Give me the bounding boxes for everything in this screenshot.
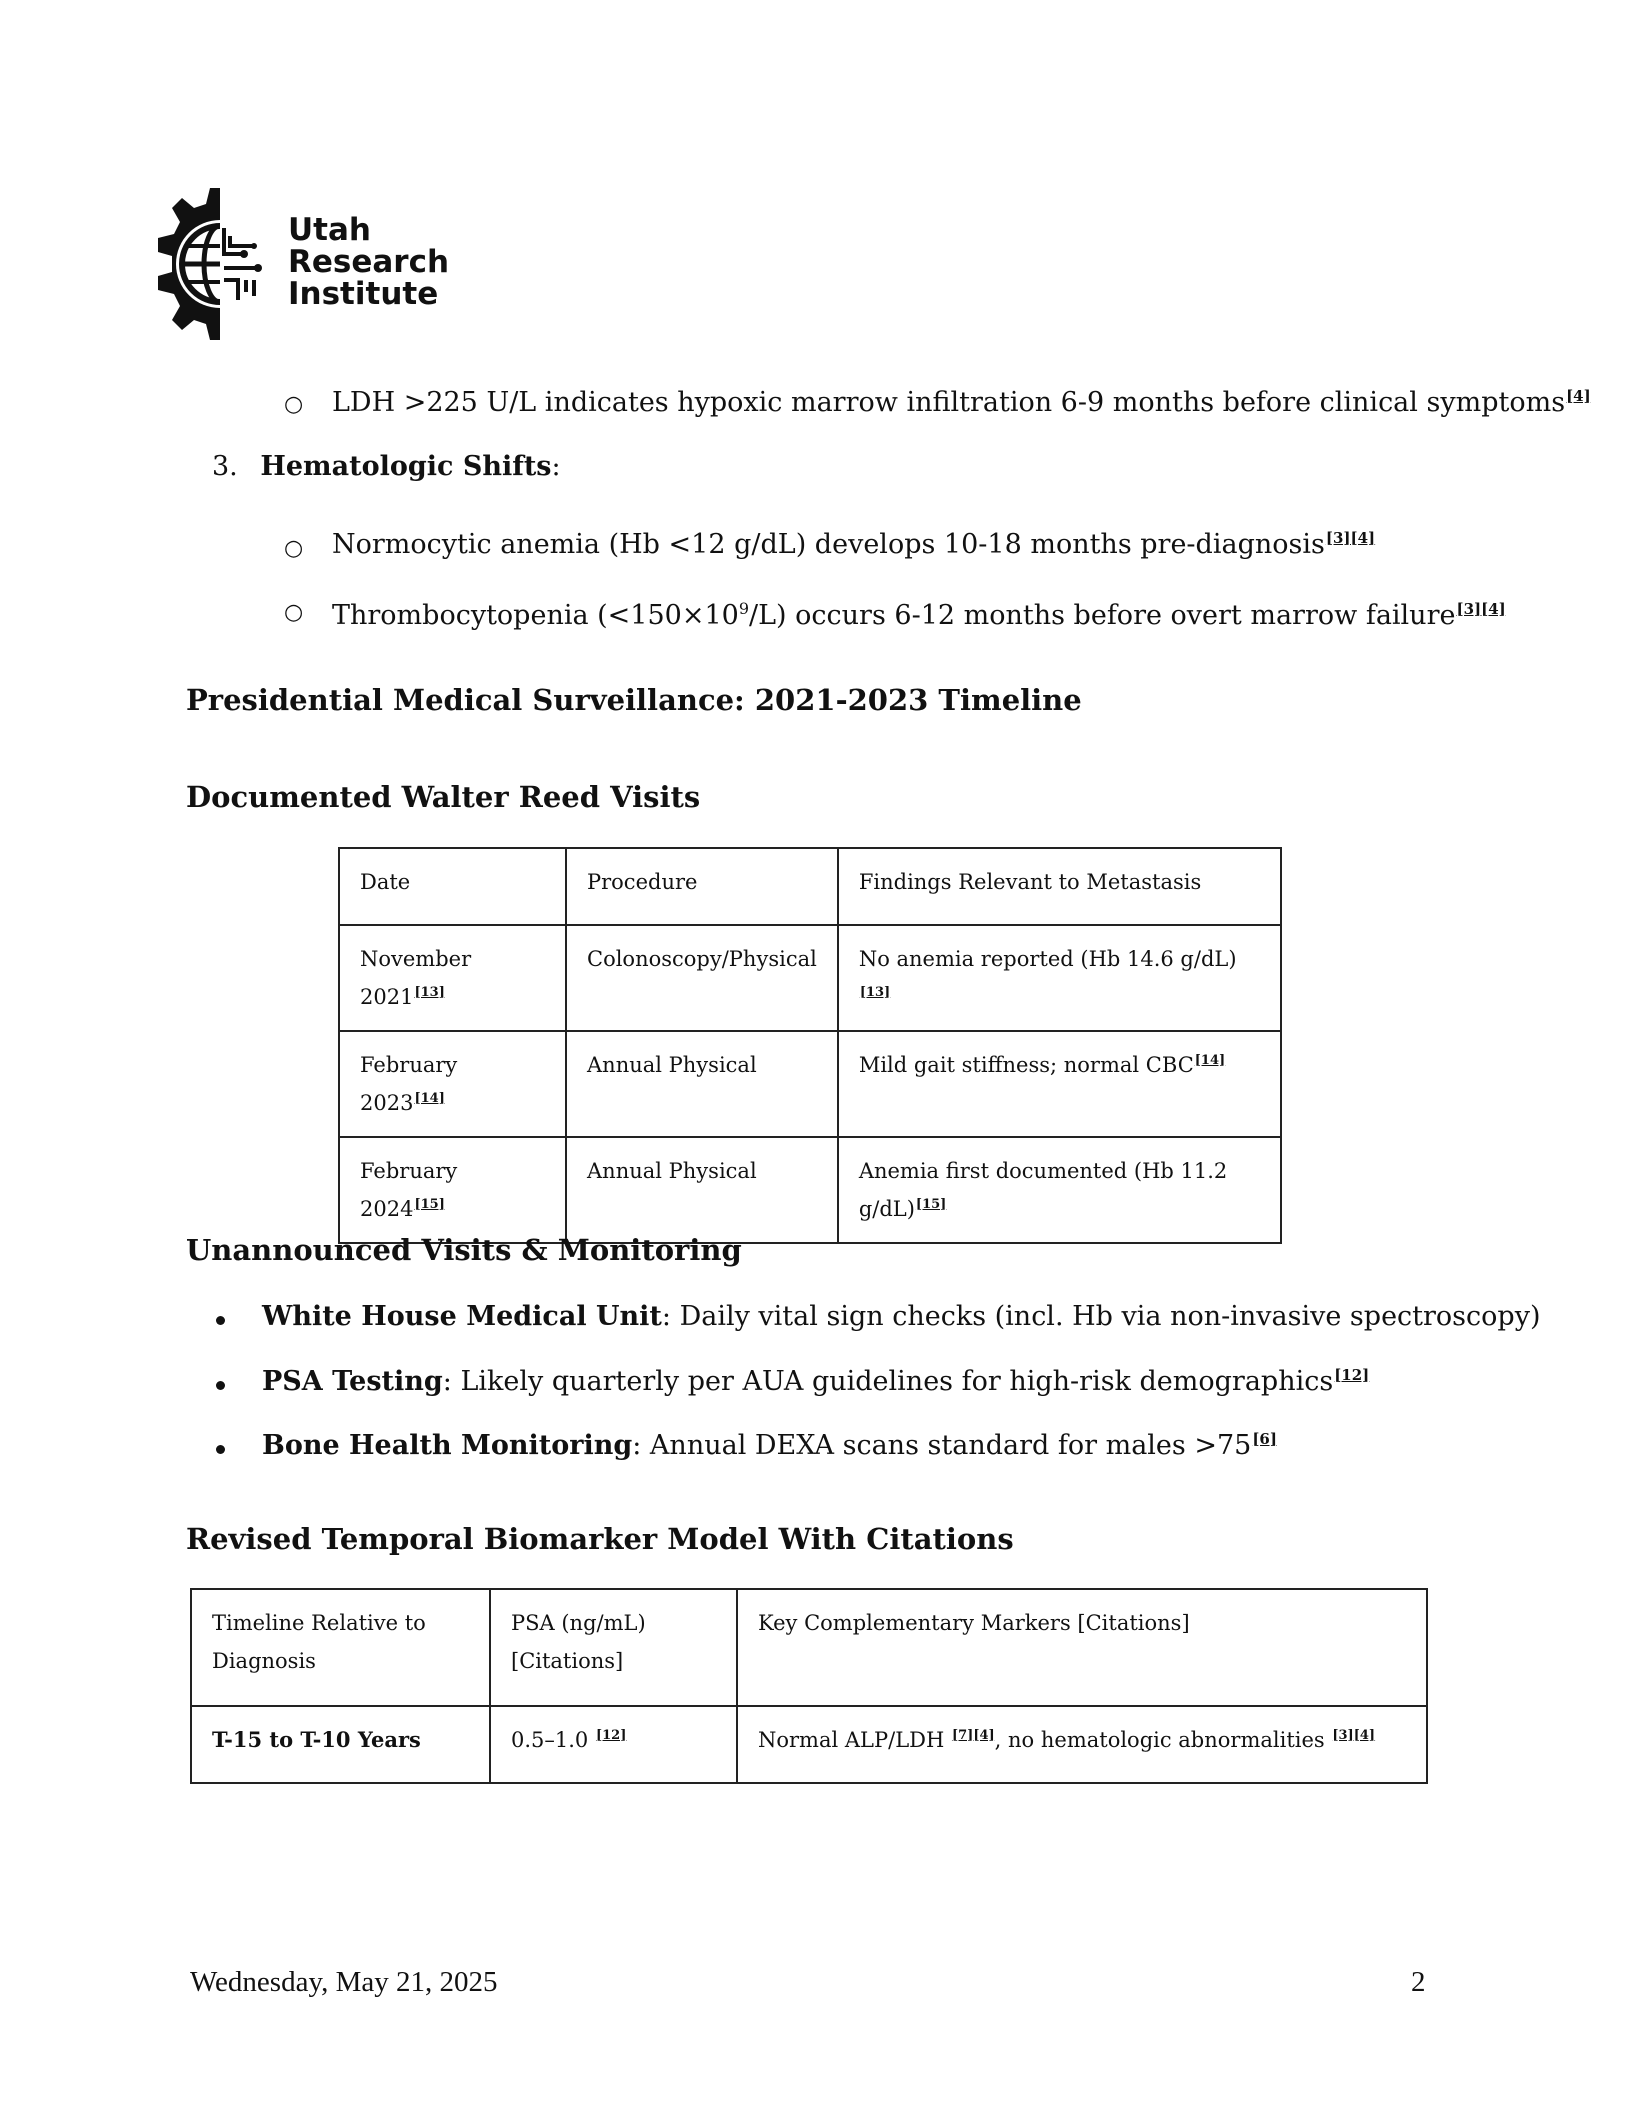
table-header-row: [191, 1589, 1427, 1706]
exponent: 9: [738, 599, 750, 618]
citation-link[interactable]: [13]: [414, 985, 445, 1000]
cell-procedure: Annual Physical: [566, 1137, 838, 1243]
citation-link[interactable]: [13]: [859, 985, 891, 1000]
citation-link[interactable]: [3][4]: [1332, 1728, 1376, 1743]
citation-link[interactable]: [12]: [595, 1728, 627, 1743]
monitor-text: : Daily vital sign checks (incl. Hb via non-invasive spectroscopy): [661, 1301, 1541, 1332]
citation-link[interactable]: [14]: [414, 1091, 445, 1106]
bullet-dot-icon: [216, 1445, 225, 1454]
institute-logo: [158, 184, 458, 344]
heading-walter-reed: Documented Walter Reed Visits: [186, 780, 701, 814]
table-header-row: [339, 848, 1281, 925]
finding-text: Anemia first documented (Hb 11.2 g/dL): [858, 1159, 1228, 1221]
heading-unannounced: Unannounced Visits & Monitoring: [186, 1233, 742, 1267]
date-text: November 2021: [360, 947, 472, 1009]
table-row: [339, 1031, 1281, 1137]
date-text: February 2024: [360, 1159, 458, 1221]
circle-bullet-icon: ○: [284, 536, 304, 561]
cell-procedure: Annual Physical: [566, 1031, 838, 1137]
citation-link[interactable]: [4]: [1566, 387, 1591, 405]
thrombo-text-before: Thrombocytopenia (<150×10: [332, 600, 739, 631]
markers-text-a: Normal ALP/LDH: [758, 1728, 951, 1752]
section-title: Hematologic Shifts: [260, 451, 552, 482]
header-psa: PSA (ng/mL) [Citations]: [490, 1589, 737, 1706]
date-text: February 2023: [360, 1053, 458, 1115]
monitor-bold: PSA Testing: [262, 1366, 443, 1397]
monitor-text: : Annual DEXA scans standard for males >75: [632, 1430, 1252, 1461]
biomarker-table: [190, 1588, 1428, 1784]
logo-line-3: Institute: [288, 276, 439, 312]
citation-link[interactable]: [15]: [915, 1197, 947, 1212]
table-row: [191, 1706, 1427, 1783]
header-markers: Key Complementary Markers [Citations]: [737, 1589, 1427, 1706]
finding-text: Mild gait stiffness; normal CBC: [858, 1053, 1194, 1077]
cell-date: [339, 1031, 566, 1137]
heading-revised: Revised Temporal Biomarker Model With Citations: [186, 1522, 1014, 1556]
logo-line-1: Utah: [288, 212, 371, 248]
cell-finding: [838, 925, 1281, 1031]
header-procedure: Procedure: [566, 848, 838, 925]
anemia-bullet-text: Normocytic anemia (Hb <12 g/dL) develops 10-18 months pre-diagnosis: [332, 529, 1325, 560]
thrombo-text-after: /L) occurs 6-12 months before overt marrow failure: [749, 600, 1456, 631]
logo-text: [288, 214, 449, 310]
cell-procedure: Colonoscopy/Physical: [566, 925, 838, 1031]
citation-link[interactable]: [7][4]: [951, 1728, 995, 1743]
markers-text-b: , no hematologic abnormalities: [994, 1728, 1332, 1752]
citation-link[interactable]: [6]: [1252, 1430, 1277, 1448]
page-number: 2: [1411, 1966, 1426, 1998]
citation-link[interactable]: [14]: [1194, 1053, 1226, 1068]
heading-surveillance: Presidential Medical Surveillance: 2021-2023 Timeline: [186, 683, 1082, 717]
gear-globe-icon: [158, 184, 283, 344]
citation-link[interactable]: [3][4]: [1325, 529, 1376, 547]
cell-finding: [838, 1031, 1281, 1137]
section-number: 3.: [212, 451, 238, 482]
monitor-bullet: [262, 1429, 1277, 1463]
section-3-heading: [212, 450, 561, 484]
bullet-dot-icon: [216, 1316, 225, 1325]
cell-timeline: T-15 to T-10 Years: [191, 1706, 490, 1783]
cell-markers: [737, 1706, 1427, 1783]
header-timeline: Timeline Relative to Diagnosis: [191, 1589, 490, 1706]
monitor-bullet: [262, 1365, 1369, 1399]
cell-date: [339, 1137, 566, 1243]
cell-finding: [838, 1137, 1281, 1243]
finding-text: No anemia reported (Hb 14.6 g/dL): [858, 947, 1237, 971]
ldh-bullet: [332, 386, 1591, 420]
citation-link[interactable]: [12]: [1334, 1366, 1370, 1384]
table-row: [339, 1137, 1281, 1243]
citation-link[interactable]: [3][4]: [1456, 600, 1506, 618]
table-row: [339, 925, 1281, 1031]
header-date: Date: [339, 848, 566, 925]
monitor-bullet: [262, 1300, 1541, 1334]
header-findings: Findings Relevant to Metastasis: [838, 848, 1281, 925]
anemia-bullet: [332, 528, 1375, 562]
walter-reed-table: [338, 847, 1282, 1244]
monitor-bold: Bone Health Monitoring: [262, 1430, 633, 1461]
thrombocytopenia-bullet: [332, 592, 1506, 633]
footer-date: Wednesday, May 21, 2025: [190, 1966, 498, 1998]
circle-bullet-icon: ○: [284, 392, 304, 417]
circle-bullet-icon: ○: [284, 600, 304, 625]
citation-link[interactable]: [15]: [414, 1197, 445, 1212]
monitor-text: : Likely quarterly per AUA guidelines for high-risk demographics: [442, 1366, 1334, 1397]
psa-value: 0.5–1.0: [511, 1728, 595, 1752]
ldh-bullet-text: LDH >225 U/L indicates hypoxic marrow infiltration 6-9 months before clinical symptoms: [332, 387, 1566, 418]
cell-date: [339, 925, 566, 1031]
section-colon: :: [551, 451, 561, 482]
logo-line-2: Research: [288, 244, 450, 280]
monitor-bold: White House Medical Unit: [262, 1301, 662, 1332]
cell-psa: [490, 1706, 737, 1783]
bullet-dot-icon: [216, 1381, 225, 1390]
